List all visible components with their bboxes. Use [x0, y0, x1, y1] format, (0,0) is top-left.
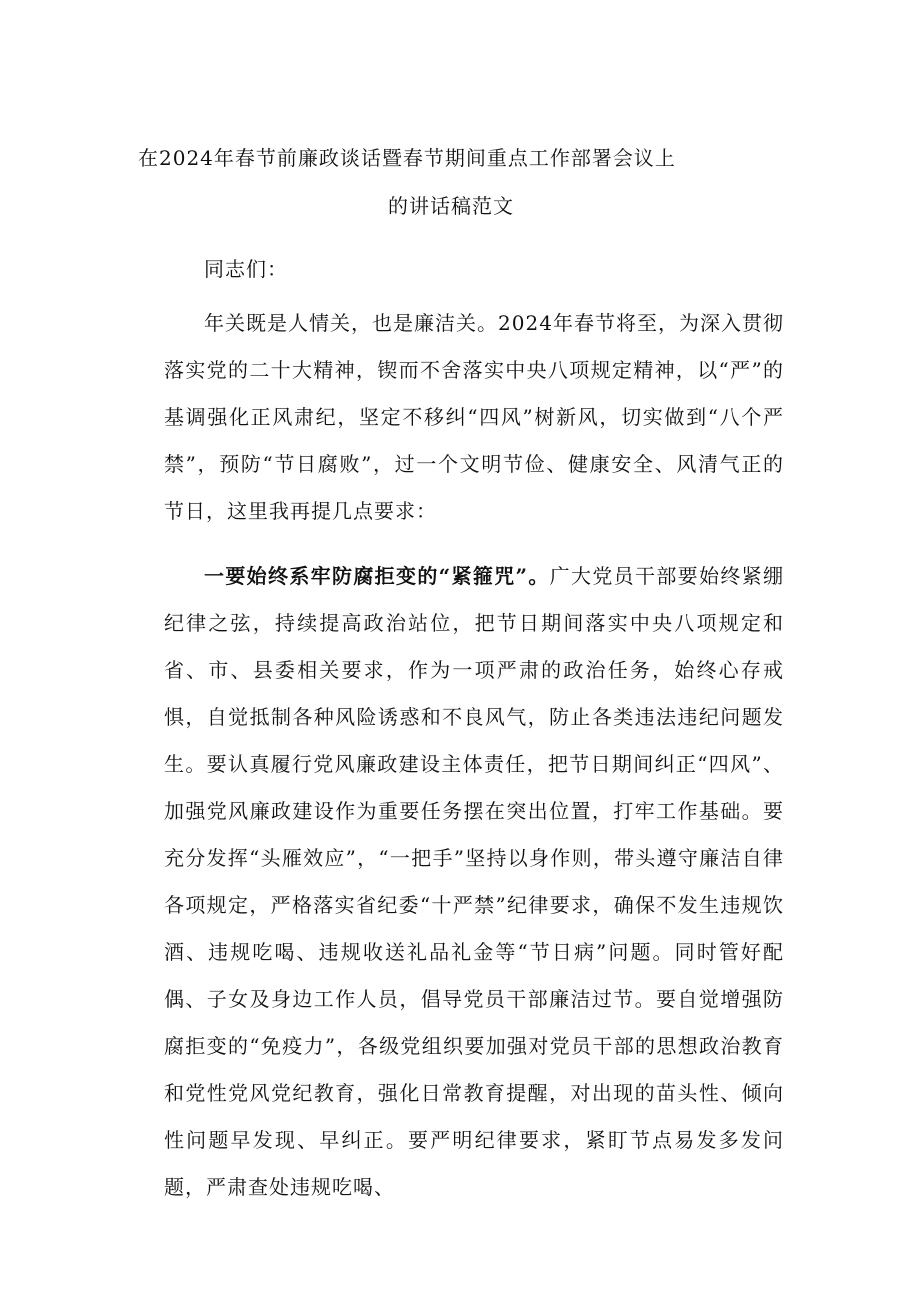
document-title-line-2: 的讲话稿范文: [388, 194, 514, 218]
greeting: 同志们：: [204, 257, 288, 281]
paragraph-requirement-one: [164, 553, 784, 1211]
paragraph-intro: 年关既是人情关，也是廉洁关。2024年春节将至，为深入贯彻落实党的二十大精神，锲而不舍落实中央八项规定精神，以“严”的基调强化正风肃纪，坚定不移纠“四风”树新风，切实做到“八个严禁”，预防“节日腐败”，过一个文明节俭、健康安全、风清气正的节日，这里我再提几点要求：: [164, 311, 784, 523]
paragraph-body-text: 广大党员干部要始终紧绷纪律之弦，持续提高政治站位，把节日期间落实中央八项规定和省、市、县委相关要求，作为一项严肃的政治任务，始终心存戒惧，自觉抵制各种风险诱惑和不良风气，防止各类违法违纪问题发生。要认真履行党风廉政建设主体责任，把节日期间纠正“四风”、加强党风廉政建设作为重要任务摆在突出位置，打牢工作基础。要充分发挥“头雁效应”，“一把手”坚持以身作则，带头遵守廉洁自律各项规定，严格落实省纪委“十严禁”纪律要求，确保不发生违规饮酒、违规吃喝、违规收送礼品礼金等“节日病”问题。同时管好配偶、子女及身边工作人员，倡导党员干部廉洁过节。要自觉增强防腐拒变的“免疫力”，各级党组织要加强对党员干部的思想政治教育和党性党风党纪教育，强化日常教育提醒，对出现的苗头性、倾向性问题早发现、早纠正。要严明纪律要求，紧盯节点易发多发问题，严肃查处违规吃喝、: [164, 564, 784, 1199]
paragraph-lead-heading: 一要始终系牢防腐拒变的“紧箍咒”。: [204, 564, 550, 588]
document-title-line-1: 在2024年春节前廉政谈话暨春节期间重点工作部署会议上: [138, 146, 676, 170]
